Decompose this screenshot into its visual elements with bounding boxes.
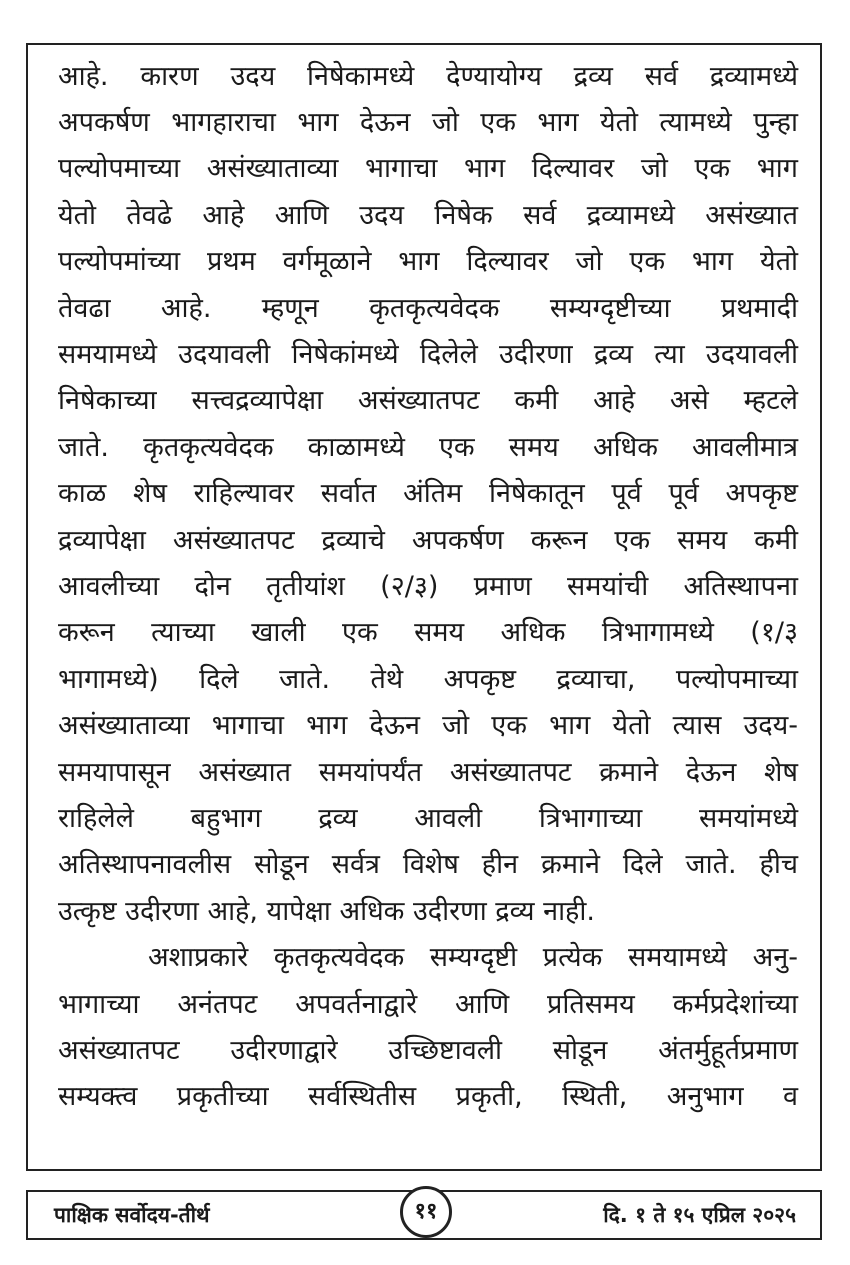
footer-bar bbox=[26, 1190, 822, 1240]
text-line: असंख्याताव्या भागाचा भाग देऊन जो एक भाग येतो त्यास उदय- bbox=[58, 710, 798, 741]
text-line: आवलीच्या दोन तृतीयांश (२/३) प्रमाण समयांची अतिस्थापना bbox=[58, 571, 798, 602]
text-line: भागाच्या अनंतपट अपवर्तनाद्वारे आणि प्रतिसमय कर्मप्रदेशांच्या bbox=[58, 989, 798, 1020]
text-line: पल्योपमांच्या प्रथम वर्गमूळाने भाग दिल्यावर जो एक भाग येतो bbox=[58, 246, 798, 277]
text-line: येतो तेवढे आहे आणि उदय निषेक सर्व द्रव्यामध्ये असंख्यात bbox=[58, 200, 798, 231]
text-line: जाते. कृतकृत्यवेदक काळामध्ये एक समय अधिक आवलीमात्र bbox=[58, 432, 798, 463]
text-line: काळ शेष राहिल्यावर सर्वात अंतिम निषेकातून पूर्व पूर्व अपकृष्ट bbox=[58, 478, 798, 509]
issue-date: दि. १ ते १५ एप्रिल २०२५ bbox=[603, 1203, 796, 1227]
text-line: समयापासून असंख्यात समयांपर्यंत असंख्यातपट क्रमाने देऊन शेष bbox=[58, 757, 798, 788]
text-line: तेवढा आहे. म्हणून कृतकृत्यवेदक सम्यग्दृष्टीच्या प्रथमादी bbox=[58, 293, 798, 324]
text-line: पल्योपमाच्या असंख्याताव्या भागाचा भाग दिल्यावर जो एक भाग bbox=[58, 153, 798, 184]
text-line: असंख्यातपट उदीरणाद्वारे उच्छिष्टावली सोडून अंतर्मुहूर्तप्रमाण bbox=[58, 1035, 798, 1066]
text-line: भागामध्ये) दिले जाते. तेथे अपकृष्ट द्रव्याचा, पल्योपमाच्या bbox=[58, 664, 798, 695]
text-line: द्रव्यापेक्षा असंख्यातपट द्रव्याचे अपकर्षण करून एक समय कमी bbox=[58, 525, 798, 556]
text-line: समयामध्ये उदयावली निषेकांमध्ये दिलेले उदीरणा द्रव्य त्या उदयावली bbox=[58, 339, 798, 370]
content-frame bbox=[26, 43, 822, 1171]
text-line: उत्कृष्ट उदीरणा आहे, यापेक्षा अधिक उदीरणा द्रव्य नाही. bbox=[58, 896, 595, 927]
text-line: सम्यक्त्व प्रकृतीच्या सर्वस्थितीस प्रकृती, स्थिती, अनुभाग व bbox=[58, 1081, 798, 1112]
page-number: ११ bbox=[400, 1186, 452, 1238]
text-line: आहे. कारण उदय निषेकामध्ये देण्यायोग्य द्रव्य सर्व द्रव्यामध्ये bbox=[58, 61, 798, 92]
magazine-name: पाक्षिक सर्वोदय-तीर्थ bbox=[54, 1203, 210, 1227]
text-line: निषेकाच्या सत्त्वद्रव्यापेक्षा असंख्यातपट कमी आहे असे म्हटले bbox=[58, 385, 798, 416]
text-line: राहिलेले बहुभाग द्रव्य आवली त्रिभागाच्या समयांमध्ये bbox=[58, 803, 798, 834]
text-line: अतिस्थापनावलीस सोडून सर्वत्र विशेष हीन क्रमाने दिले जाते. हीच bbox=[58, 849, 798, 880]
text-line: अपकर्षण भागहाराचा भाग देऊन जो एक भाग येतो त्यामध्ये पुन्हा bbox=[58, 107, 798, 138]
text-line: करून त्याच्या खाली एक समय अधिक त्रिभागामध्ये (१/३ bbox=[58, 617, 798, 648]
paragraph-first-line: अशाप्रकारे कृतकृत्यवेदक सम्यग्दृष्टी प्रत्येक समयामध्ये अनु- bbox=[148, 942, 798, 973]
